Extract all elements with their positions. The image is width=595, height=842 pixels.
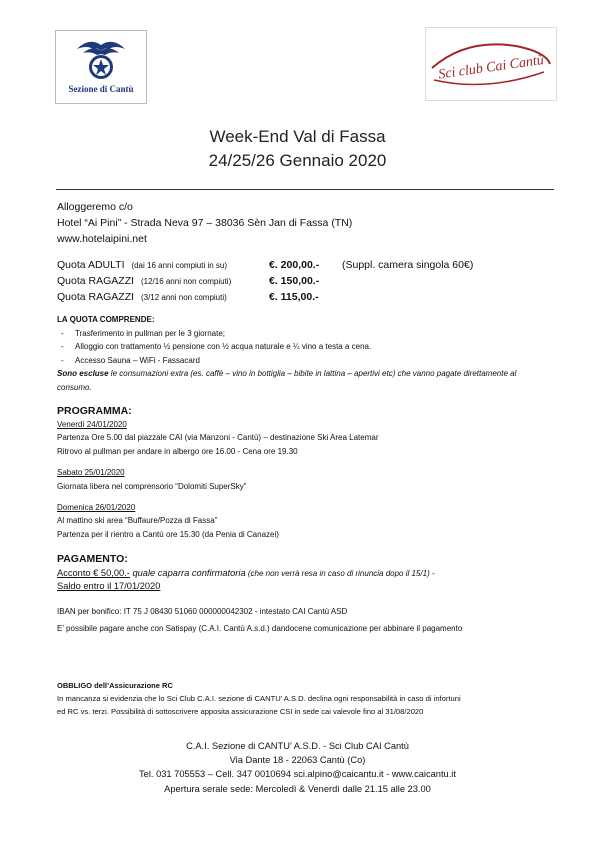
footer xyxy=(0,739,595,796)
includes-list xyxy=(57,327,547,368)
quota-row xyxy=(57,273,557,289)
hotel-block xyxy=(57,199,352,247)
deposit-amount: Acconto € 50,00.- xyxy=(57,568,130,578)
quota-label: Quota RAGAZZI xyxy=(57,275,135,287)
title-line-1: Week-End Val di Fassa xyxy=(209,127,386,146)
excluded-bold: Sono escluse xyxy=(57,369,109,378)
quota-row xyxy=(57,289,557,305)
quota-note: (dai 16 anni compiuti in su) xyxy=(131,261,228,270)
insurance-section xyxy=(57,679,557,718)
list-item: - Accesso Sauna – WiFi - Fassacard xyxy=(75,354,547,368)
quota-price: €. 115,00.- xyxy=(269,291,319,303)
payment-section xyxy=(57,552,557,635)
list-item: - Alloggio con trattamento ½ pensione con ½ acqua naturale e ¼ vino a testa a cena. xyxy=(75,340,547,354)
deposit-small-note: (che non verrà resa in caso di rinuncia dopo il 15/1) - xyxy=(245,569,435,578)
program-day-date: Sabato 25/01/2020 xyxy=(57,468,125,478)
program-day-line: Ritrovo al pullman per andare in albergo ore 16.00 - Cena ore 19.30 xyxy=(57,446,298,456)
footer-line-2: Via Dante 18 - 22063 Cantù (Co) xyxy=(229,755,366,766)
excluded-text: le consumazioni extra (es. caffè – vino in bottiglia – bibite in lattina – apertivi etc) che vanno pagate direttamente al consumo. xyxy=(57,369,517,392)
program-day-line: Partenza per il rientro a Cantù ore 15.30 (da Penia di Canazei) xyxy=(57,529,279,539)
iban-line: IBAN per bonifico: IT 75 J 08430 51060 000000042302 - intestato CAI Cantù ASD xyxy=(57,607,348,616)
program-section xyxy=(57,404,547,541)
quota-note: (3/12 anni non compiuti) xyxy=(140,293,227,302)
program-day-line: Giornata libera nel comprensorio “Dolomiti SuperSky” xyxy=(57,481,247,491)
hotel-line-1: Alloggeremo c/o xyxy=(57,201,133,213)
quota-label: Quota RAGAZZI xyxy=(57,291,135,303)
program-day-line: Partenza Ore 5.00 dal piazzale CAI (via Manzoni - Cantù) – destinazione Ski Area Latemar xyxy=(57,433,379,443)
sciclub-swoosh-icon xyxy=(426,28,556,100)
title-line-2: 24/25/26 Gennaio 2020 xyxy=(208,151,387,170)
quota-row xyxy=(57,257,557,273)
sciclub-logo-text: Sci club Cai Cantù xyxy=(437,52,545,83)
footer-line-1: C.A.I. Sezione di CANTU’ A.S.D. - Sci Club CAI Cantù xyxy=(186,741,409,751)
quota-extra: (Suppl. camera singola 60€) xyxy=(342,259,474,271)
includes-section xyxy=(57,313,547,394)
quota-table xyxy=(57,257,557,305)
payment-deposit-line xyxy=(57,567,557,580)
satispay-line: E’ possibile pagare anche con Satispay (C.A.I. Cantù A.s.d.) dandocene comunicazione per abbinare il pagamento xyxy=(57,624,463,633)
quota-price: €. 200,00.- xyxy=(269,259,320,271)
hotel-line-2: Hotel “Ai Pini” - Strada Neva 97 – 38036 Sèn Jan di Fassa (TN) xyxy=(57,217,353,229)
title-divider xyxy=(56,189,554,190)
program-day-date: Domenica 26/01/2020 xyxy=(57,503,136,513)
insurance-text-1: In mancanza si evidenzia che lo Sci Club C.A.I. sezione di CANTU’ A.S.D. declina ogni responsabilità in caso di infortuni xyxy=(57,694,461,703)
insurance-heading: OBBLIGO dell’Assicurazione RC xyxy=(57,681,173,690)
sciclub-logo xyxy=(425,27,557,101)
quota-note: (12/16 anni non compiuti) xyxy=(140,277,232,286)
quota-price: €. 150,00.- xyxy=(269,275,320,287)
list-item: - Trasferimento in pullman per le 3 giornate; xyxy=(75,327,547,341)
footer-contacts: Tel. 031 705553 – Cell. 347 0010694 sci.alpino@caicantu.it - www.caicantu.it xyxy=(139,769,456,780)
cai-logo-caption: Sezione di Cantù xyxy=(68,84,134,94)
insurance-text-2: ed RC vs. terzi. Possibilità di sottoscrivere apposita assicurazione CSI in sede cai valevole fino al 31/08/2020 xyxy=(57,707,424,716)
payment-heading: PAGAMENTO: xyxy=(57,553,128,565)
program-day-date: Venerdì 24/01/2020 xyxy=(57,420,127,429)
balance-deadline: Saldo entro il 17/01/2020 xyxy=(57,581,161,591)
hotel-website-link[interactable]: www.hotelaipini.net xyxy=(57,233,147,245)
excluded-note xyxy=(57,367,547,394)
program-days xyxy=(57,418,547,541)
quota-label: Quota ADULTI xyxy=(57,259,125,271)
program-heading: PROGRAMMA: xyxy=(57,405,132,417)
cai-eagle-emblem-icon xyxy=(75,35,127,81)
includes-heading: LA QUOTA COMPRENDE: xyxy=(57,315,155,324)
footer-opening-hours: Apertura serale sede: Mercoledì & Venerdì dalle 21.15 alle 23.00 xyxy=(164,783,431,794)
program-day-line: Al mattino ski area “Buffaure/Pozza di Fassa” xyxy=(57,516,218,526)
deposit-note: quale caparra confirmatoria xyxy=(129,568,246,578)
cai-logo xyxy=(55,30,147,104)
